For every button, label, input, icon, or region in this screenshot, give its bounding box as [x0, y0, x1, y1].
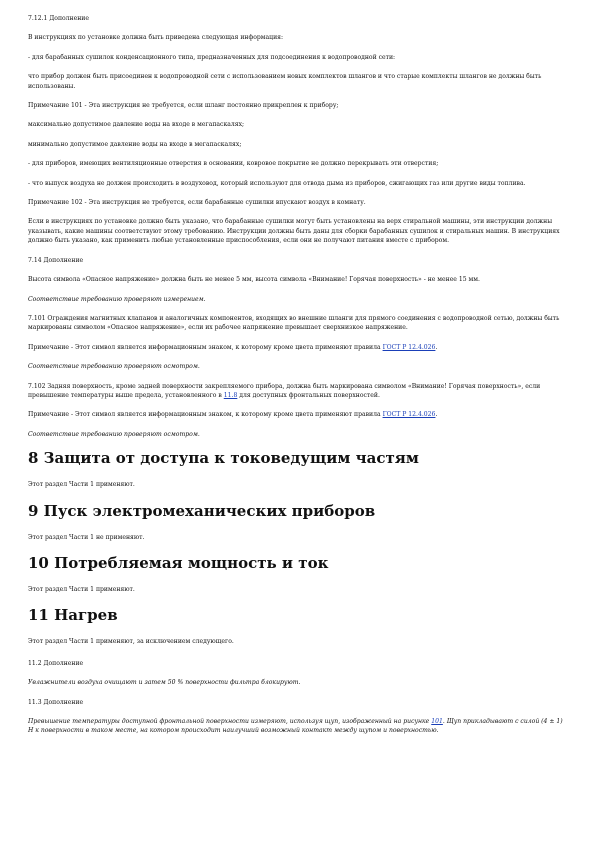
document-content — [28, 14, 568, 746]
paragraph: Если в инструкциях по установке должно быть указано, что барабанные сушилки могут быть установлены на верх стиральной машины, эти инструкции должны указывать, какие машины соответствуют этому требованию. Инструкции должны быть даны для сборки барабанных сушилок и стиральных машин. В инструкциях должно быть указано, как применить любые установленные приспособления, если они не получают питания вместе с прибором. — [28, 218, 560, 245]
gost-link[interactable]: ГОСТ Р 12.4.026 — [382, 411, 436, 419]
note-end: . — [435, 411, 438, 419]
note-symbol — [28, 343, 568, 352]
section-11-text: Этот раздел Части 1 применяют, за исключением следующего. — [28, 638, 234, 646]
note-101: Примечание 101 - Эта инструкция не требуется, если шланг постоянно прикреплен к прибору; — [28, 102, 339, 110]
section-8-heading: 8 Защита от доступа к токоведущим частям — [28, 449, 419, 468]
paragraph: минимально допустимое давление воды на входе в мегапаскалях; — [28, 140, 242, 148]
compliance-check: Соответствие требованию проверяют измерением. — [28, 295, 206, 303]
note-symbol — [28, 410, 568, 419]
clause-11-2-heading: 11.2 Дополнение — [28, 659, 84, 667]
section-11-heading: 11 Нагрев — [28, 606, 118, 625]
clause-7-101: 7.101 Ограждения магнитных клапанов и аналогичных компонентов, входящих во внешние шланги для прямого соединения с водопроводной сетью, должны быть маркированы символом «Опасное напряжение», если их рабочее напряжение превышает сверхнизкое напряжение. — [28, 314, 560, 332]
section-9-heading: 9 Пуск электромеханических приборов — [28, 501, 376, 520]
paragraph: - что выпуск воздуха не должен происходить в воздуховод, который используют для отвода дыма из приборов, сжигающих газ или другие виды топлива. — [28, 179, 526, 187]
paragraph-text-end: . Щуп прикладывают с силой (4 ± 1) Н к поверхности в таком месте, на котором происходит наилучший возможный контакт между щупом и поверхностью. — [28, 718, 563, 735]
gost-link[interactable]: ГОСТ Р 12.4.026 — [382, 343, 436, 351]
clause-11-8-link[interactable]: 11.8 — [223, 391, 238, 399]
compliance-check: Соответствие требованию проверяют осмотром. — [28, 363, 200, 371]
section-8-text: Этот раздел Части 1 применяют. — [28, 481, 135, 489]
paragraph: максимально допустимое давление воды на входе в мегапаскалях; — [28, 121, 245, 129]
section-9-text: Этот раздел Части 1 не применяют. — [28, 533, 145, 541]
compliance-check: Соответствие требованию проверяют осмотром. — [28, 430, 200, 438]
paragraph: - для приборов, имеющих вентиляционные отверстия в основании, ковровое покрытие не должно перекрывать эти отверстия; — [28, 160, 439, 168]
paragraph: Увлажнители воздуха очищают и затем 50 % поверхности фильтра блокируют. — [28, 679, 301, 687]
paragraph-text: Превышение температуры доступной фронтальной поверхности измеряют, используя щуп, изображенный на рисунке — [28, 718, 432, 725]
paragraph: Высота символа «Опасное напряжение» должна быть не менее 5 мм, высота символа «Внимание! Горячая поверхность» - не менее 15 мм. — [28, 276, 480, 284]
clause-text: 7.102 Задняя поверхность, кроме задней поверхности закрепляемого прибора, должна быть маркирована символом «Внимание! Горячая поверхность», если превышение температуры выше предела, установленного в — [28, 382, 541, 399]
note-end: . — [435, 343, 438, 351]
paragraph: В инструкциях по установке должна быть приведена следующая информация: — [28, 34, 284, 42]
clause-text-end: для доступных фронтальных поверхностей. — [237, 391, 380, 399]
clause-7-14-heading: 7.14 Дополнение — [28, 256, 84, 264]
paragraph: - для барабанных сушилок конденсационного типа, предназначенных для подсоединения к водопроводной сети: — [28, 53, 396, 61]
note-text: Примечание - Этот символ является информационным знаком, к которому кроме цвета применяют правила — [28, 343, 383, 351]
note-text: Примечание - Этот символ является информационным знаком, к которому кроме цвета применяют правила — [28, 411, 383, 419]
paragraph — [28, 717, 568, 736]
section-10-heading: 10 Потребляемая мощность и ток — [28, 553, 329, 572]
note-102: Примечание 102 - Эта инструкция не требуется, если барабанные сушилки впускают воздух в комнату. — [28, 199, 366, 207]
paragraph: что прибор должен быть присоединен к водопроводной сети с использованием новых комплектов шлангов и что старые комплекты шлангов не должны быть использованы. — [28, 73, 542, 90]
section-10-text: Этот раздел Части 1 применяют. — [28, 585, 135, 593]
clause-7-12-1-heading: 7.12.1 Дополнение — [28, 15, 89, 22]
clause-7-102 — [28, 382, 568, 401]
clause-11-3-heading: 11.3 Дополнение — [28, 698, 84, 706]
figure-101-link[interactable]: 101 — [431, 718, 443, 725]
